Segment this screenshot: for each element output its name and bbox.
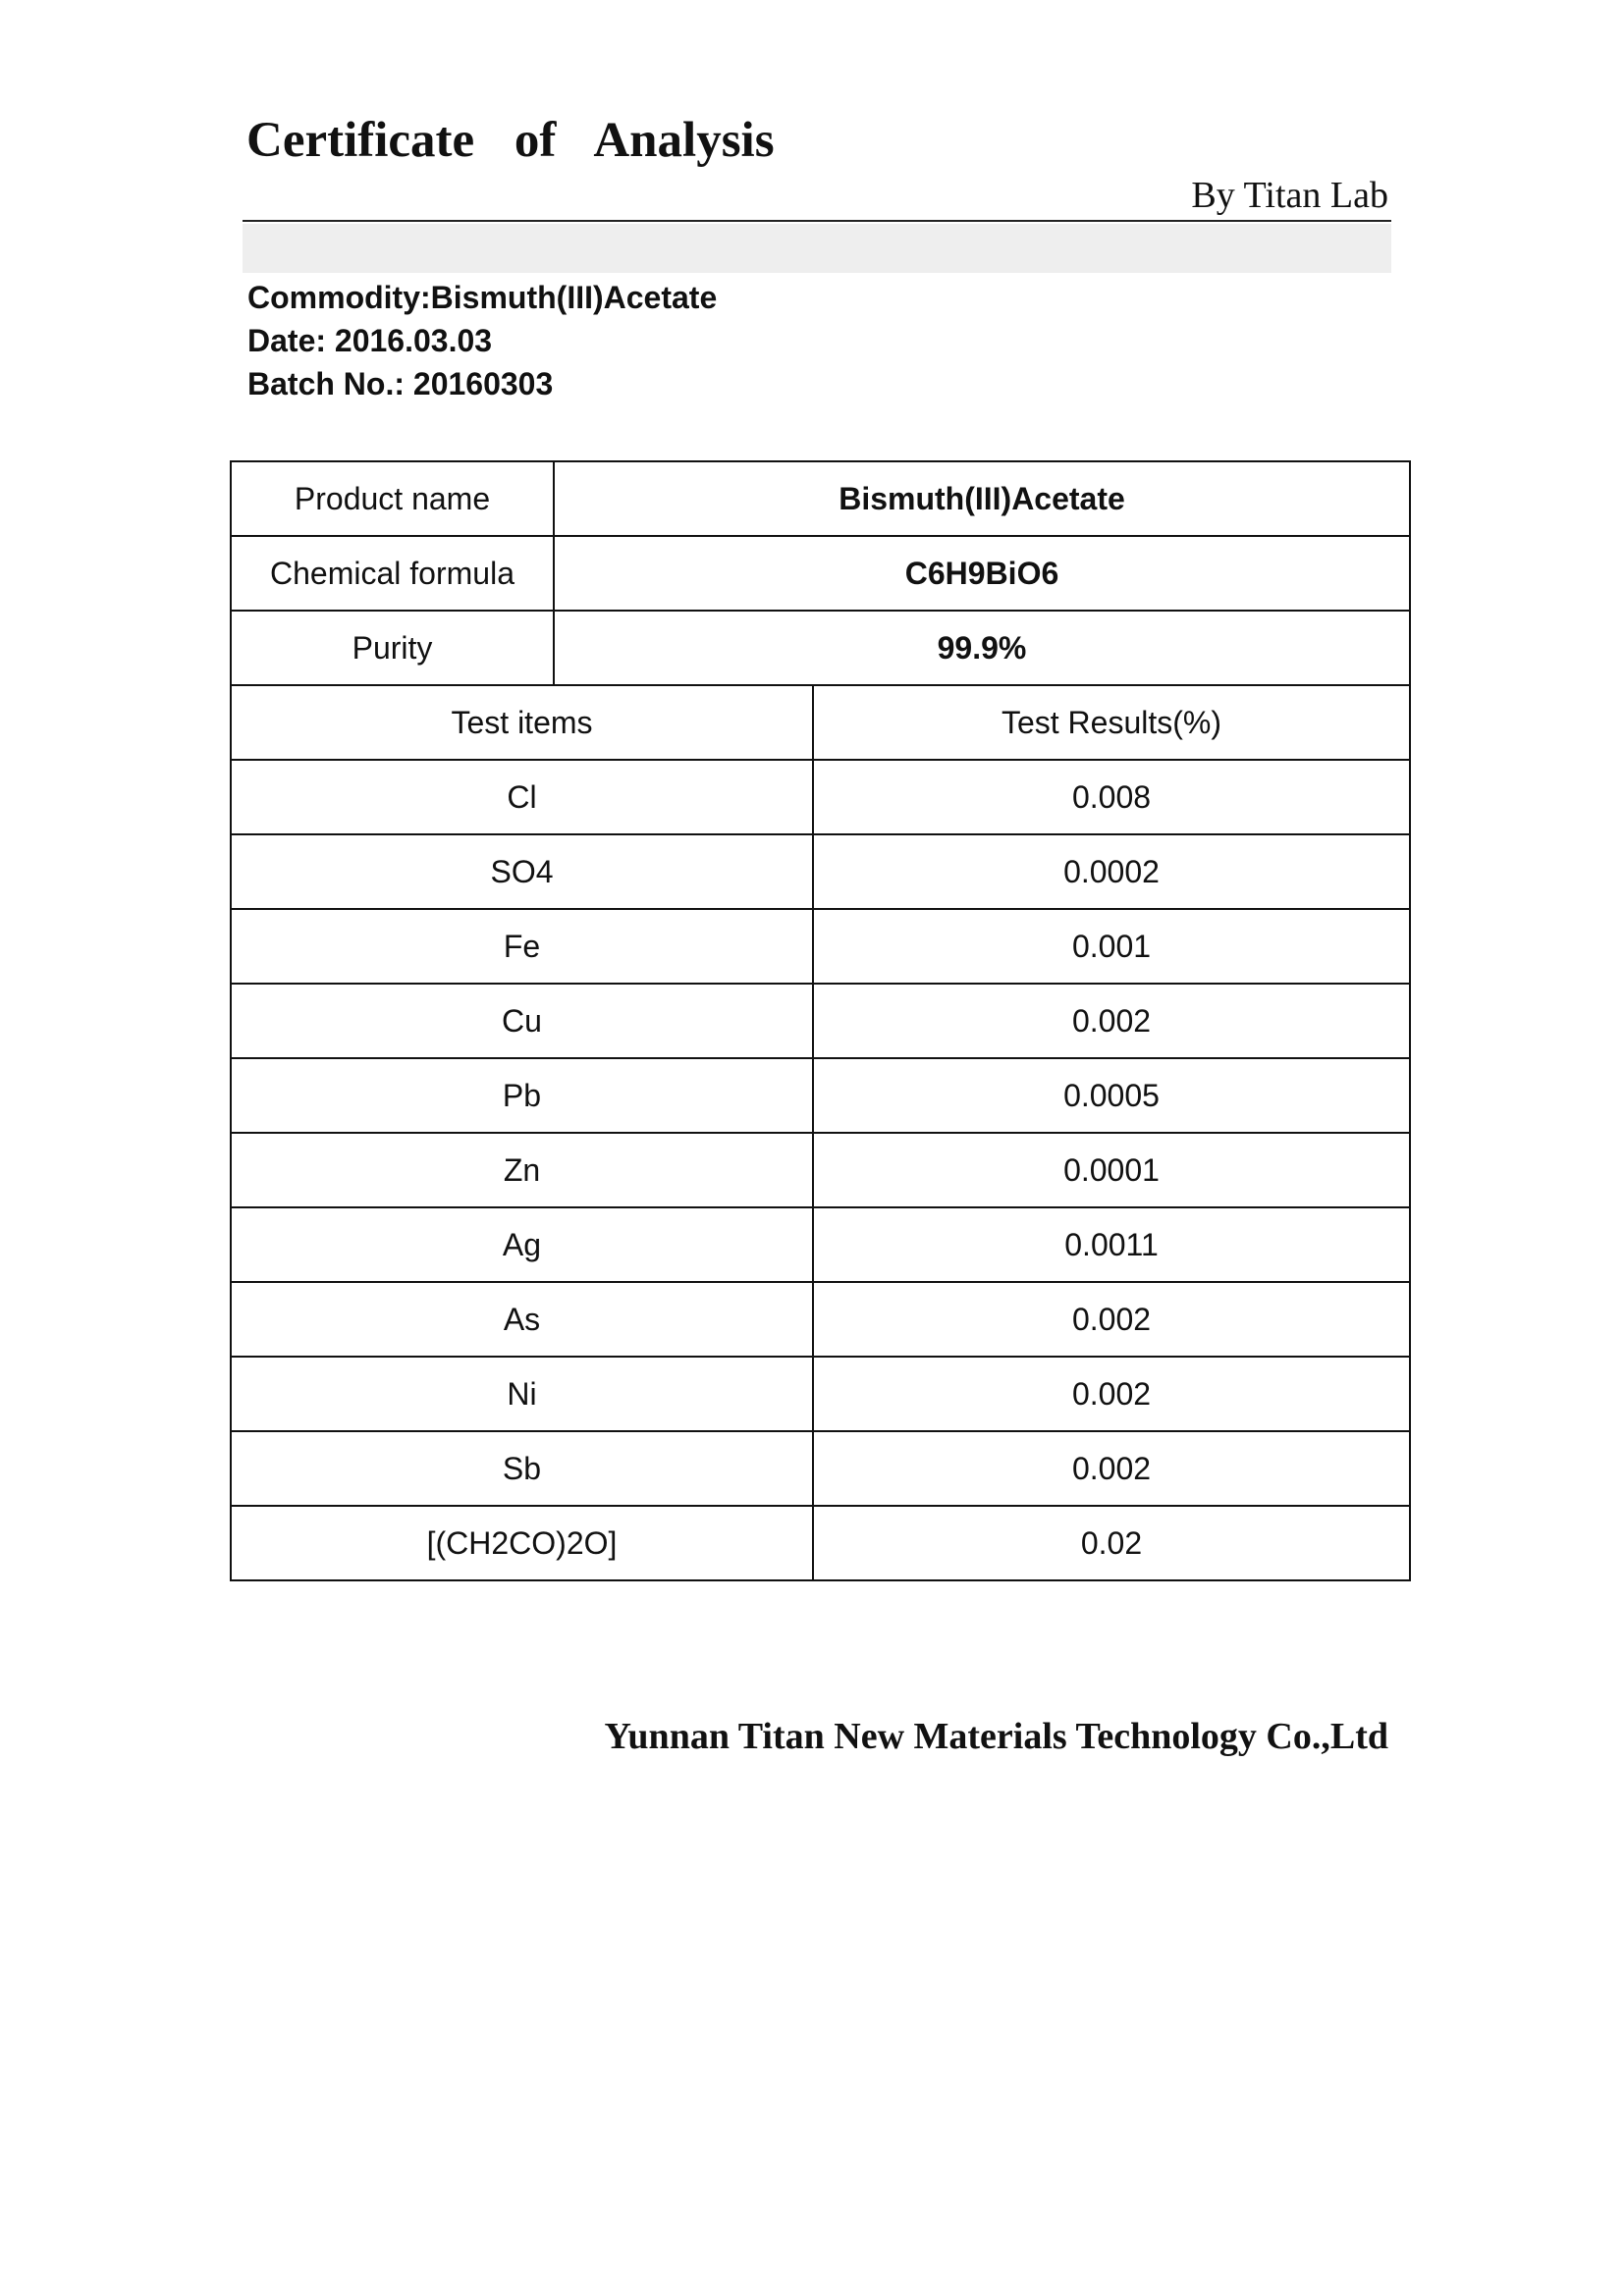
table-row bbox=[231, 760, 1410, 834]
test-item-cell: Fe bbox=[231, 909, 813, 984]
analysis-table bbox=[230, 460, 1411, 1581]
test-result-cell: 0.001 bbox=[813, 909, 1410, 984]
test-item-cell: As bbox=[231, 1282, 813, 1357]
product-name-label: Product name bbox=[231, 461, 554, 536]
table-row bbox=[231, 909, 1410, 984]
purity-label: Purity bbox=[231, 611, 554, 685]
table-row bbox=[231, 1506, 1410, 1580]
test-result-cell: 0.02 bbox=[813, 1506, 1410, 1580]
test-item-cell: Cl bbox=[231, 760, 813, 834]
batch-line: Batch No.: 20160303 bbox=[247, 366, 554, 401]
test-item-cell: Cu bbox=[231, 984, 813, 1058]
test-item-cell: SO4 bbox=[231, 834, 813, 909]
test-items-header: Test items bbox=[231, 685, 813, 760]
document-title: Certificate of Analysis bbox=[246, 113, 775, 168]
test-result-cell: 0.0002 bbox=[813, 834, 1410, 909]
test-result-cell: 0.0001 bbox=[813, 1133, 1410, 1207]
chemical-formula-row bbox=[231, 536, 1410, 611]
test-result-cell: 0.002 bbox=[813, 984, 1410, 1058]
header-rule bbox=[243, 220, 1391, 222]
test-result-cell: 0.002 bbox=[813, 1431, 1410, 1506]
table-row bbox=[231, 1058, 1410, 1133]
table-row bbox=[231, 1133, 1410, 1207]
byline: By Titan Lab bbox=[1191, 175, 1388, 216]
table-row bbox=[231, 1282, 1410, 1357]
meta-block bbox=[247, 276, 717, 405]
test-item-cell: Sb bbox=[231, 1431, 813, 1506]
table-row bbox=[231, 984, 1410, 1058]
company-name: Yunnan Titan New Materials Technology Co.,Ltd bbox=[604, 1716, 1388, 1757]
table-row bbox=[231, 1357, 1410, 1431]
test-item-cell: Zn bbox=[231, 1133, 813, 1207]
commodity-line: Commodity:Bismuth(III)Acetate bbox=[247, 280, 718, 315]
header-band bbox=[243, 224, 1391, 273]
purity-value: 99.9% bbox=[554, 611, 1410, 685]
table-row bbox=[231, 834, 1410, 909]
test-item-cell: Pb bbox=[231, 1058, 813, 1133]
product-name-row bbox=[231, 461, 1410, 536]
date-line: Date: 2016.03.03 bbox=[247, 323, 493, 358]
product-name-value: Bismuth(III)Acetate bbox=[554, 461, 1410, 536]
test-result-cell: 0.008 bbox=[813, 760, 1410, 834]
purity-row bbox=[231, 611, 1410, 685]
test-result-cell: 0.0011 bbox=[813, 1207, 1410, 1282]
test-result-cell: 0.002 bbox=[813, 1282, 1410, 1357]
table-row bbox=[231, 1431, 1410, 1506]
test-header-row bbox=[231, 685, 1410, 760]
test-result-cell: 0.0005 bbox=[813, 1058, 1410, 1133]
test-item-cell: [(CH2CO)2O] bbox=[231, 1506, 813, 1580]
table-row bbox=[231, 1207, 1410, 1282]
chemical-formula-label: Chemical formula bbox=[231, 536, 554, 611]
chemical-formula-value: C6H9BiO6 bbox=[554, 536, 1410, 611]
test-result-cell: 0.002 bbox=[813, 1357, 1410, 1431]
test-item-cell: Ag bbox=[231, 1207, 813, 1282]
test-item-cell: Ni bbox=[231, 1357, 813, 1431]
test-results-header: Test Results(%) bbox=[813, 685, 1410, 760]
